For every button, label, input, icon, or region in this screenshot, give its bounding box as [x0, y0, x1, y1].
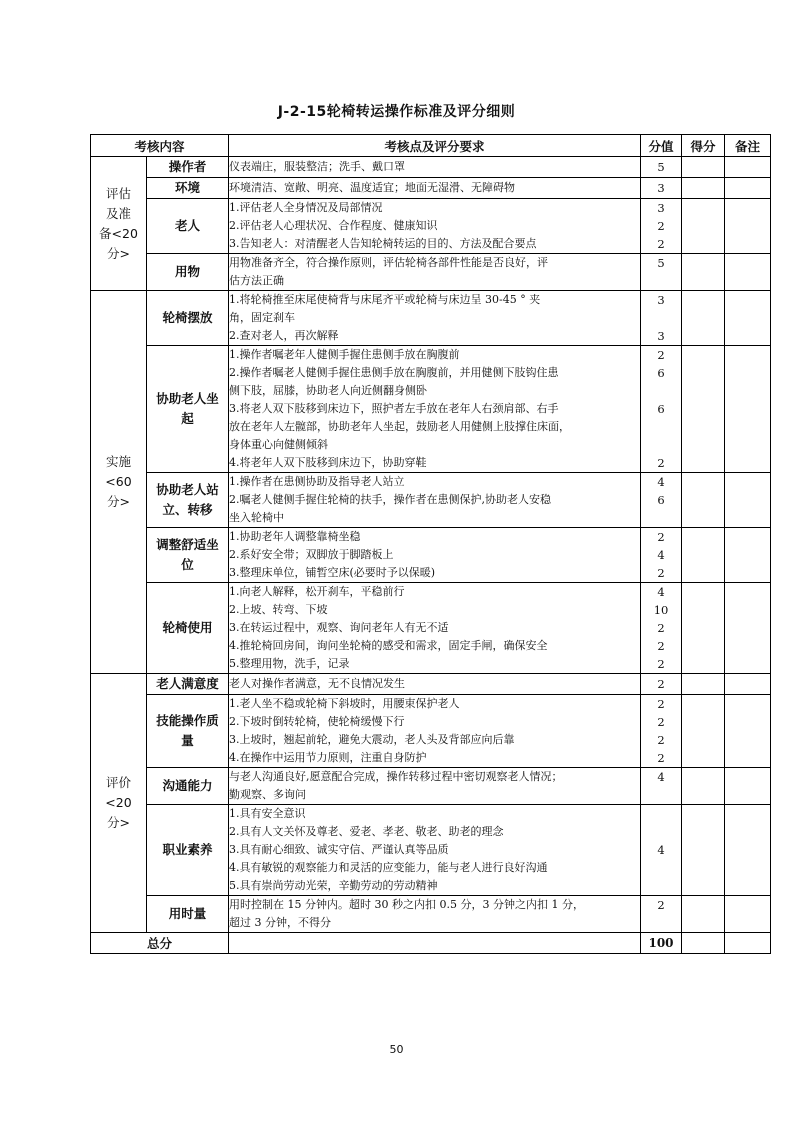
- category-label: 及准: [105, 205, 131, 221]
- requirement-cell: [229, 473, 641, 528]
- requirement-line: 2.查对老人，再次解释: [229, 329, 339, 342]
- score-cell: [641, 291, 682, 346]
- score-value: 2: [657, 348, 665, 362]
- table-row: [91, 674, 771, 695]
- category-cell: [91, 291, 147, 674]
- note-cell[interactable]: [725, 291, 771, 346]
- requirement-line: 1.具有安全意识: [229, 807, 306, 820]
- requirement-line: 环境清洁、宽敞、明亮、温度适宜；地面无湿滑、无障碍物: [229, 181, 516, 194]
- note-cell[interactable]: [725, 346, 771, 473]
- score-value: 5: [657, 160, 665, 174]
- item-name: 职业素养: [162, 842, 213, 857]
- score-value: 3: [657, 293, 665, 307]
- item-name-cell: [147, 768, 229, 805]
- got-cell[interactable]: [682, 583, 725, 674]
- score-value: 6: [657, 493, 665, 507]
- score-value: 4: [657, 548, 665, 562]
- table-row: [91, 178, 771, 199]
- item-name-cell: [147, 528, 229, 583]
- requirement-line: 与老人沟通良好,愿意配合完成，操作转移过程中密切观察老人情况；: [229, 770, 563, 783]
- note-cell[interactable]: [725, 674, 771, 695]
- got-cell[interactable]: [682, 178, 725, 199]
- total-requirement-cell: [229, 933, 641, 954]
- note-cell[interactable]: [725, 178, 771, 199]
- requirement-line: 超过 3 分钟，不得分: [229, 916, 332, 929]
- note-cell[interactable]: [725, 768, 771, 805]
- score-value: 2: [657, 566, 665, 580]
- category-label: <60: [105, 474, 132, 489]
- score-value: 2: [657, 657, 665, 671]
- note-cell[interactable]: [725, 528, 771, 583]
- requirement-cell: [229, 346, 641, 473]
- got-cell[interactable]: [682, 346, 725, 473]
- table-row: [91, 695, 771, 768]
- table-row: [91, 768, 771, 805]
- item-name: 操作者: [168, 159, 207, 174]
- item-name: 技能操作质: [156, 713, 219, 728]
- item-name-cell: [147, 674, 229, 695]
- total-row: [91, 933, 771, 954]
- scoring-table: [90, 134, 771, 954]
- score-value: 4: [657, 770, 665, 784]
- requirement-line: 2.评估老人心理状况、合作程度、健康知识: [229, 219, 438, 232]
- score-value: 10: [653, 603, 669, 617]
- table-row: [91, 805, 771, 896]
- item-name-cell: [147, 805, 229, 896]
- header-note: 备注: [725, 135, 771, 157]
- score-value: 6: [657, 366, 665, 380]
- requirement-line: 1.操作者嘱老年人健侧手握住患侧手放在胸腹前: [229, 348, 460, 361]
- requirement-line: 1.操作者在患侧协助及指导老人站立: [229, 475, 405, 488]
- requirement-line: 4.推轮椅回房间，询问坐轮椅的感受和需求，固定手闸，确保安全: [229, 639, 548, 652]
- score-value: [641, 272, 681, 290]
- score-value: 2: [657, 237, 665, 251]
- requirement-line: 2.操作者嘱老人健侧手握住患侧手放在胸腹前，并用健侧下肢钩住患: [229, 366, 559, 379]
- note-cell[interactable]: [725, 254, 771, 291]
- category-label: 备<20: [99, 225, 138, 241]
- category-label: 实施: [105, 454, 131, 469]
- total-label: 总分: [91, 933, 229, 954]
- item-name-cell: [147, 157, 229, 178]
- requirement-cell: [229, 291, 641, 346]
- category-label: 评价: [105, 775, 131, 790]
- score-cell: [641, 157, 682, 178]
- requirement-cell: [229, 695, 641, 768]
- requirement-line: 1.评估老人全身情况及局部情况: [229, 201, 383, 214]
- requirement-line: 勤观察、多询问: [229, 788, 307, 801]
- note-cell[interactable]: [725, 157, 771, 178]
- category-label: 评估: [105, 185, 131, 201]
- item-name-cell: [147, 473, 229, 528]
- requirement-cell: [229, 896, 641, 933]
- requirement-line: 2.嘱老人健侧手握住轮椅的扶手，操作者在患侧保护,协助老人安稳: [229, 493, 552, 506]
- score-cell: [641, 805, 682, 896]
- requirement-line: 老人对操作者满意，无不良情况发生: [229, 677, 406, 690]
- item-name-cell: [147, 346, 229, 473]
- item-name: 立、转移: [162, 502, 213, 517]
- item-name-cell: [147, 583, 229, 674]
- score-value: 2: [657, 898, 665, 912]
- item-name: 起: [181, 411, 194, 426]
- requirement-line: 1.向老人解释，松开刹车，平稳前行: [229, 585, 405, 598]
- item-name-cell: [147, 178, 229, 199]
- header-row: [91, 135, 771, 157]
- score-value: [641, 914, 681, 932]
- score-cell: [641, 768, 682, 805]
- got-cell[interactable]: [682, 768, 725, 805]
- got-cell[interactable]: [682, 805, 725, 896]
- got-cell[interactable]: [682, 291, 725, 346]
- item-name: 用时量: [168, 906, 207, 921]
- table-row: [91, 346, 771, 473]
- score-value: [641, 509, 681, 527]
- item-name: 沟通能力: [162, 778, 213, 793]
- score-value: 2: [657, 715, 665, 729]
- score-cell: [641, 583, 682, 674]
- got-cell[interactable]: [682, 695, 725, 768]
- requirement-line: 4.在操作中运用节力原则，注重自身防护: [229, 751, 427, 764]
- requirement-cell: [229, 768, 641, 805]
- score-cell: [641, 473, 682, 528]
- score-value: 2: [657, 677, 665, 691]
- score-value: 3: [657, 329, 665, 343]
- got-cell[interactable]: [682, 199, 725, 254]
- requirement-line: 身体重心向健侧倾斜: [229, 438, 329, 451]
- score-value: 2: [657, 530, 665, 544]
- table-row: [91, 583, 771, 674]
- got-cell[interactable]: [682, 674, 725, 695]
- table-row: [91, 473, 771, 528]
- header-score: 分值: [641, 135, 682, 157]
- table-row: [91, 291, 771, 346]
- got-cell[interactable]: [682, 528, 725, 583]
- category-label: <20: [105, 795, 132, 810]
- score-cell: [641, 896, 682, 933]
- score-value: 4: [657, 843, 665, 857]
- total-note-cell: [725, 933, 771, 954]
- score-value: 5: [657, 256, 665, 270]
- category-label: 分>: [107, 815, 130, 830]
- score-value: 3: [657, 181, 665, 195]
- got-cell[interactable]: [682, 473, 725, 528]
- requirement-line: 3.在转运过程中，观察、询问老年人有无不适: [229, 621, 449, 634]
- item-name-cell: [147, 254, 229, 291]
- score-value: 2: [657, 733, 665, 747]
- got-cell[interactable]: [682, 896, 725, 933]
- requirement-line: 估方法正确: [229, 274, 285, 287]
- requirement-line: 侧下肢，屈膝，协助老人向近侧翻身侧卧: [229, 384, 428, 397]
- requirement-cell: [229, 157, 641, 178]
- score-value: [641, 436, 681, 454]
- requirement-line: 5.具有崇尚劳动光荣，辛勤劳动的劳动精神: [229, 879, 438, 892]
- requirement-line: 2.具有人文关怀及尊老、爱老、孝老、敬老、助老的理念: [229, 825, 504, 838]
- item-name-cell: [147, 896, 229, 933]
- item-name: 用物: [175, 264, 201, 279]
- document-title: J-2-15轮椅转运操作标准及评分细则: [277, 104, 516, 120]
- got-cell[interactable]: [682, 254, 725, 291]
- score-cell: [641, 254, 682, 291]
- requirement-line: 1.协助老年人调整靠椅坐稳: [229, 530, 361, 543]
- requirement-line: 3.将老人双下肢移到床边下，照护者左手放在老年人右颈肩部、右手: [229, 402, 559, 415]
- item-name: 协助老人坐: [156, 391, 219, 406]
- requirement-line: 5.整理用物，洗手，记录: [229, 657, 350, 670]
- score-value: 4: [657, 585, 665, 599]
- item-name: 老人满意度: [156, 676, 219, 691]
- score-value: [641, 786, 681, 804]
- requirement-cell: [229, 583, 641, 674]
- score-value: 2: [657, 621, 665, 635]
- requirement-line: 2.下坡时倒转轮椅，使轮椅缓慢下行: [229, 715, 405, 728]
- page-number: 50: [389, 1043, 404, 1056]
- item-name: 老人: [175, 218, 201, 233]
- category-cell: [91, 157, 147, 291]
- category-label: 分>: [107, 494, 130, 509]
- item-name-cell: [147, 291, 229, 346]
- header-content: 考核内容: [91, 135, 229, 157]
- item-name: 协助老人站: [156, 482, 219, 497]
- requirement-cell: [229, 674, 641, 695]
- requirement-line: 3.上坡时，翘起前轮，避免大震动，老人头及背部应向后靠: [229, 733, 515, 746]
- score-value: [641, 823, 681, 841]
- header-got: 得分: [682, 135, 725, 157]
- score-cell: [641, 199, 682, 254]
- score-value: 3: [657, 201, 665, 215]
- note-cell[interactable]: [725, 805, 771, 896]
- note-cell[interactable]: [725, 199, 771, 254]
- requirement-line: 2.上坡、转弯、下坡: [229, 603, 328, 616]
- table-row: [91, 896, 771, 933]
- item-name: 轮椅使用: [162, 620, 213, 635]
- item-name-cell: [147, 695, 229, 768]
- score-value: [641, 859, 681, 877]
- score-value: [641, 418, 681, 436]
- got-cell[interactable]: [682, 157, 725, 178]
- score-value: [641, 877, 681, 895]
- note-cell[interactable]: [725, 583, 771, 674]
- score-value: 2: [657, 751, 665, 765]
- note-cell[interactable]: [725, 473, 771, 528]
- requirement-line: 角，固定刹车: [229, 311, 296, 324]
- requirement-cell: [229, 528, 641, 583]
- table-row: [91, 254, 771, 291]
- item-name: 位: [181, 557, 194, 572]
- score-value: [641, 382, 681, 400]
- score-cell: [641, 346, 682, 473]
- requirement-cell: [229, 178, 641, 199]
- score-value: 2: [657, 219, 665, 233]
- score-cell: [641, 528, 682, 583]
- total-score: 100: [641, 933, 682, 954]
- score-cell: [641, 695, 682, 768]
- header-requirement: 考核点及评分要求: [229, 135, 641, 157]
- requirement-cell: [229, 254, 641, 291]
- score-value: 6: [657, 402, 665, 416]
- table-row: [91, 199, 771, 254]
- item-name: 量: [181, 733, 194, 748]
- requirement-line: 3.具有耐心细致、诚实守信、严谨认真等品质: [229, 843, 449, 856]
- requirement-line: 4.具有敏锐的观察能力和灵活的应变能力，能与老人进行良好沟通: [229, 861, 548, 874]
- requirement-line: 2.系好安全带；双脚放于脚踏板上: [229, 548, 394, 561]
- requirement-line: 坐入轮椅中: [229, 511, 285, 524]
- score-value: [641, 309, 681, 327]
- total-got-cell: [682, 933, 725, 954]
- requirement-line: 1.老人坐不稳或轮椅下斜坡时，用腰束保护老人: [229, 697, 460, 710]
- requirement-cell: [229, 199, 641, 254]
- table-body: [91, 157, 771, 933]
- requirement-line: 用物准备齐全，符合操作原则，评估轮椅各部件性能是否良好，评: [229, 256, 549, 269]
- requirement-line: 1.将轮椅推至床尾使椅背与床尾齐平或轮椅与床边呈 30-45 ° 夹: [229, 293, 541, 306]
- score-value: [641, 805, 681, 823]
- requirement-line: 3.整理床单位，铺暂空床(必要时予以保暖): [229, 566, 436, 579]
- score-value: 2: [657, 639, 665, 653]
- score-cell: [641, 674, 682, 695]
- note-cell[interactable]: [725, 896, 771, 933]
- score-value: 2: [657, 697, 665, 711]
- requirement-line: 3.告知老人：对清醒老人告知轮椅转运的目的、方法及配合要点: [229, 237, 537, 250]
- table-row: [91, 528, 771, 583]
- item-name: 轮椅摆放: [162, 310, 213, 325]
- requirement-cell: [229, 805, 641, 896]
- requirement-line: 放在老年人左髋部，协助老年人坐起，鼓励老人用健侧上肢撑住床面，: [229, 420, 571, 433]
- score-cell: [641, 178, 682, 199]
- score-value: 2: [657, 456, 665, 470]
- requirement-line: 仪表端庄，服装整洁；洗手、戴口罩: [229, 160, 406, 173]
- requirement-line: 用时控制在 15 分钟内。超时 30 秒之内扣 0.5 分，3 分钟之内扣 1 分，: [229, 898, 584, 911]
- category-cell: [91, 674, 147, 933]
- item-name: 环境: [175, 180, 201, 195]
- score-value: 4: [657, 475, 665, 489]
- item-name: 调整舒适坐: [156, 537, 219, 552]
- note-cell[interactable]: [725, 695, 771, 768]
- category-label: 分>: [107, 245, 130, 261]
- requirement-line: 4.将老年人双下肢移到床边下，协助穿鞋: [229, 456, 427, 469]
- table-row: [91, 157, 771, 178]
- item-name-cell: [147, 199, 229, 254]
